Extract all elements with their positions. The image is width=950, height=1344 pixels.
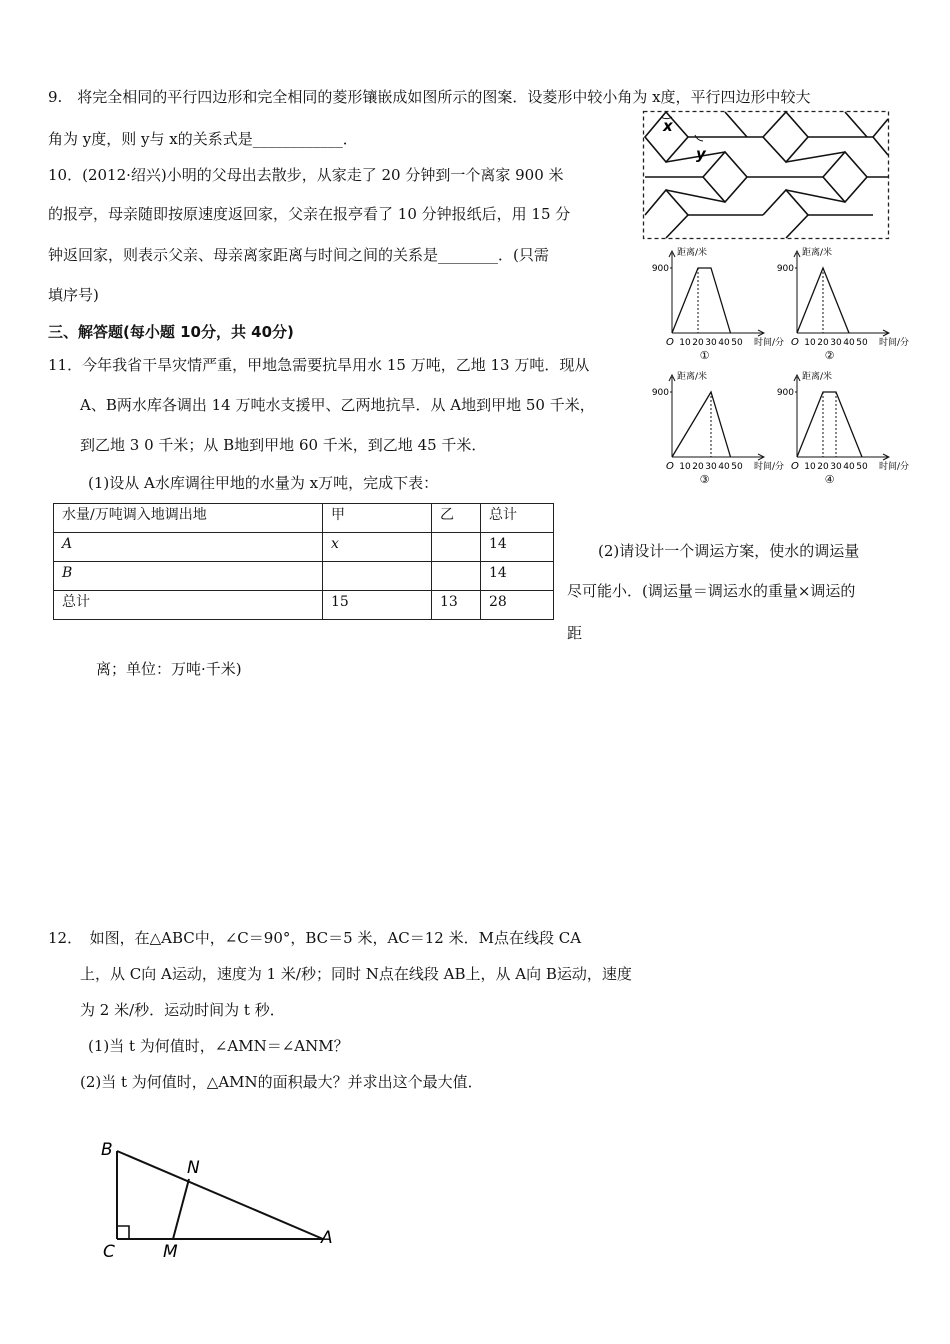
y-tick-label: 900 [651,388,669,398]
table-cell [323,562,432,591]
q11-line3: 到乙地 3 0 千米；从 B地到甲地 60 千米，到乙地 45 千米． [80,436,487,454]
q12-line2: 上，从 C向 A运动，速度为 1 米/秒；同时 N点在线段 AB上，从 A向 B运动，速度 [80,965,632,983]
table-row [54,504,554,533]
x-tick-label: 10 [804,462,816,472]
table-header-cell: 乙 [432,504,481,533]
q11-part2-line2: 尽可能小．(调运量＝调运水的重量×调运的 [567,582,856,600]
table-row [54,591,554,620]
tessellation-figure [643,111,893,241]
y-tick-label: 900 [651,264,669,274]
origin-label: O [666,461,674,472]
x-axis-label: 时间/分 [754,338,785,348]
x-axis-label: 时间/分 [754,462,785,472]
x-tick-label: 20 [817,462,829,472]
table-cell: A [54,533,323,562]
q11-part2-line3: 距 [567,624,583,642]
graph-line [797,392,862,457]
x-tick-label: 40 [843,338,855,348]
graph-id-label: ④ [824,473,835,486]
table-cell: 14 [481,533,554,562]
graph-id-label: ② [824,349,835,362]
table-cell [432,562,481,591]
point-m-label: M [163,1242,178,1262]
table-header-cell: 甲 [323,504,432,533]
table-cell: 28 [481,591,554,620]
table-header-cell: 水量/万吨调入地调出地 [54,504,323,533]
x-tick-label: 50 [856,338,868,348]
q10-line4: 填序号) [48,286,99,304]
angle-x-label: x [663,117,673,135]
table-header-cell: 总计 [481,504,554,533]
q11-part2-line4: 离；单位：万吨·千米) [96,660,242,678]
q10-line1: 10．(2012·绍兴)小明的父母出去散步，从家走了 20 分钟到一个离家 900 米 [48,166,564,184]
graph-id-label: ③ [699,473,710,486]
q12-line3: 为 2 米/秒．运动时间为 t 秒． [80,1001,285,1019]
q11-part2-line1: (2)请设计一个调运方案，使水的调运量 [598,542,860,560]
x-tick-label: 40 [718,338,730,348]
water-table [53,503,554,620]
q9-line1: 9. 将完全相同的平行四边形和完全相同的菱形镶嵌成如图所示的图案．设菱形中较小角为 x度，平行四边形中较大 [48,88,811,106]
table-cell: B [54,562,323,591]
x-axis-label: 时间/分 [879,462,910,472]
table-cell: 14 [481,562,554,591]
x-tick-label: 10 [679,338,691,348]
table-row [54,533,554,562]
graph-line [672,268,731,333]
triangle-figure [95,1135,355,1260]
x-tick-label: 20 [692,338,704,348]
x-tick-label: 50 [731,338,743,348]
x-tick-label: 30 [705,338,717,348]
q9-line2: 角为 y度，则 y与 x的关系式是____________． [48,130,358,148]
q12-part1: (1)当 t 为何值时，∠AMN＝∠ANM？ [88,1037,349,1055]
x-tick-label: 40 [843,462,855,472]
x-tick-label: 30 [830,462,842,472]
x-tick-label: 20 [692,462,704,472]
q10-line3: 钟返回家，则表示父亲、母亲离家距离与时间之间的关系是________．(只需 [48,246,549,264]
y-axis-label: 距离/米 [677,248,708,258]
origin-label: O [666,337,674,348]
table-cell [432,533,481,562]
y-axis-label: 距离/米 [677,372,708,382]
x-tick-label: 10 [804,338,816,348]
x-tick-label: 20 [817,338,829,348]
graph-option-2 [775,243,910,363]
graph-option-1 [650,243,785,363]
x-tick-label: 30 [830,338,842,348]
graph-option-4 [775,367,910,487]
table-row [54,562,554,591]
x-tick-label: 50 [856,462,868,472]
y-axis-label: 距离/米 [802,248,833,258]
q12-part2: (2)当 t 为何值时，△AMN的面积最大？并求出这个最大值． [80,1073,483,1091]
graph-option-3 [650,367,785,487]
y-tick-label: 900 [776,388,794,398]
q12-line1: 12． 如图，在△ABC中，∠C＝90°，BC＝5 米，AC＝12 米．M点在线段 CA [48,929,582,947]
point-n-label: N [187,1158,200,1178]
x-tick-label: 10 [679,462,691,472]
q11-line2: A、B两水库各调出 14 万吨水支援甲、乙两地抗旱．从 A地到甲地 50 千米， [80,396,595,414]
y-tick-label: 900 [776,264,794,274]
origin-label: O [791,461,799,472]
vertex-a-label: A [321,1228,333,1248]
q11-part1: (1)设从 A水库调往甲地的水量为 x万吨，完成下表： [88,474,439,492]
x-axis-label: 时间/分 [879,338,910,348]
table-cell: 13 [432,591,481,620]
vertex-c-label: C [103,1242,115,1262]
angle-y-label: y [696,145,706,163]
x-tick-label: 30 [705,462,717,472]
section3-title: 三、解答题(每小题 10分，共 40分) [48,323,294,341]
x-tick-label: 50 [731,462,743,472]
table-cell: 15 [323,591,432,620]
vertex-b-label: B [101,1140,113,1160]
graph-line [672,392,731,457]
origin-label: O [791,337,799,348]
table-cell: x [323,533,432,562]
table-cell: 总计 [54,591,323,620]
q10-line2: 的报亭，母亲随即按原速度返回家，父亲在报亭看了 10 分钟报纸后，用 15 分 [48,205,571,223]
graph-id-label: ① [699,349,710,362]
y-axis-label: 距离/米 [802,372,833,382]
q11-line1: 11．今年我省干旱灾情严重，甲地急需要抗旱用水 15 万吨，乙地 13 万吨．现从 [48,356,590,374]
x-tick-label: 40 [718,462,730,472]
